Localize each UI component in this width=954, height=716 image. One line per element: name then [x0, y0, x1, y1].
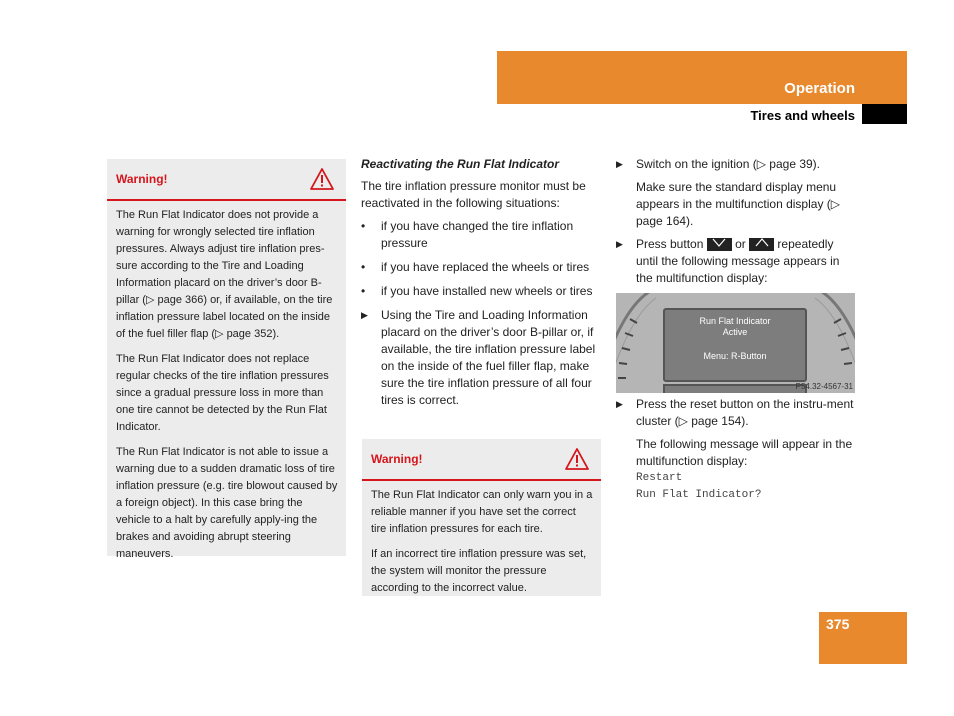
list-item	[361, 283, 604, 300]
step-text	[636, 236, 858, 287]
warning-title: Warning!	[371, 452, 423, 466]
warning-header	[107, 159, 346, 201]
chapter-tab	[862, 104, 907, 124]
figure-code: P54.32-4567-31	[795, 382, 853, 391]
multifunction-display-figure	[616, 293, 855, 393]
display-message-line: Run Flat Indicator?	[636, 489, 762, 501]
display-line: Menu: R-Button	[703, 351, 767, 361]
instruction-step	[361, 307, 604, 409]
triangle-right-icon: ▶	[616, 239, 623, 249]
instruction-step	[616, 156, 858, 173]
instruction-step	[616, 236, 858, 287]
step-note: The following message will appear in the multifunction display:	[636, 437, 853, 468]
page-number: 375	[826, 616, 850, 632]
list-item-text: if you have installed new wheels or tires	[381, 284, 593, 298]
step-text: Switch on the ignition (▷ page 39).	[636, 157, 821, 171]
arrow-up-button-icon	[749, 238, 774, 251]
step-text-part: Press button	[636, 237, 704, 251]
bullet-icon: •	[361, 260, 366, 274]
warning-body	[107, 201, 346, 569]
triangle-right-icon: ▶	[616, 159, 623, 169]
step-text: Press the reset button on the instru-ment cluster (▷ page 154).	[636, 397, 854, 428]
step-text-part: repeatedly until the following message appears in the multifunction display:	[636, 237, 840, 285]
warning-triangle-icon	[310, 168, 334, 190]
arrow-down-button-icon	[707, 238, 732, 251]
warning-triangle-icon	[565, 448, 589, 470]
intro-paragraph: The tire inflation pressure monitor must be reactivated in the following situations:	[361, 179, 586, 210]
warning-header	[362, 439, 601, 481]
warning-box-middle	[362, 439, 601, 596]
bullet-icon: •	[361, 219, 366, 233]
warning-paragraph: The Run Flat Indicator does not replace regular checks of the tire inflation pressures since a gradual pressure loss in more than one tire cannot be detected by the Run Flat Indicator.	[116, 353, 329, 433]
bullet-icon: •	[361, 284, 366, 298]
triangle-right-icon: ▶	[361, 310, 368, 320]
list-item	[361, 218, 604, 252]
subsection-title: Tires and wheels	[750, 108, 855, 123]
middle-column	[361, 156, 604, 415]
warning-paragraph: The Run Flat Indicator does not provide a warning for wrongly selected tire inflation pressures. Always adjust tire inflation pres-sure according to the Tire and Loading Information placard on the driver’s door B-pillar (▷ page 366) or, if available, on the tire inflation pressure label located on the inside of the fuel filler flap (▷ page 352).	[116, 209, 333, 340]
warning-paragraph: If an incorrect tire inflation pressure was set, the system will monitor the pressure according to the incorrect value.	[371, 548, 587, 594]
warning-body	[362, 481, 601, 603]
right-column-lower	[616, 396, 858, 510]
warning-title: Warning!	[116, 172, 168, 186]
warning-box-left	[107, 159, 346, 560]
step-text-part: or	[735, 237, 746, 251]
triangle-right-icon: ▶	[616, 399, 623, 409]
right-column	[616, 156, 858, 293]
warning-paragraph: The Run Flat Indicator can only warn you in a reliable manner if you have set the correct tire inflation pressures for each tire.	[371, 489, 593, 535]
display-lower-panel	[663, 384, 807, 393]
list-item	[361, 259, 604, 276]
display-message-line: Restart	[636, 472, 683, 484]
step-note: Make sure the standard display menu appears in the multifunction display (▷ page 164).	[636, 180, 840, 228]
display-line: Run Flat Indicator	[699, 316, 771, 326]
warning-paragraph: The Run Flat Indicator is not able to issue a warning due to a sudden dramatic loss of tire inflation pressure (e.g. tire blowout caused by a foreign object). In this case bring the vehicle to a halt by carefully apply-ing the brakes and avoiding abrupt steering maneuvers.	[116, 446, 338, 560]
section-title: Operation	[784, 80, 855, 97]
display-screen	[663, 308, 807, 382]
section-heading: Reactivating the Run Flat Indicator	[361, 157, 560, 171]
instruction-step	[616, 396, 858, 430]
step-text: Using the Tire and Loading Information placard on the driver’s door B-pillar or, if available, the tire inflation pressure label on the inside of the fuel filler flap, make sure the tire inflation pressure of all four tires is correct.	[381, 308, 596, 407]
display-line: Active	[722, 327, 748, 337]
list-item-text: if you have replaced the wheels or tires	[381, 260, 590, 274]
list-item-text: if you have changed the tire inflation pressure	[381, 219, 574, 250]
